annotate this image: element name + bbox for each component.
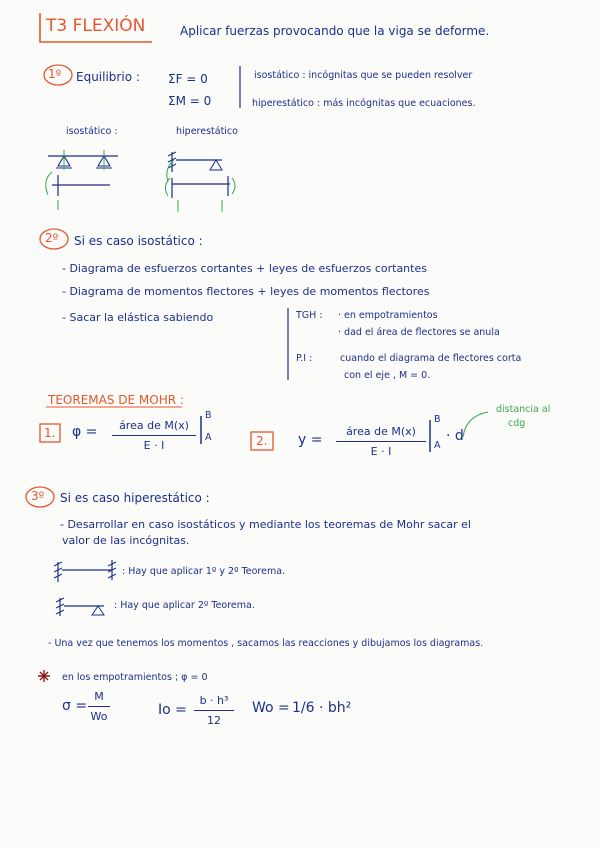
theorem1-lhs: φ = xyxy=(72,424,98,440)
theorem1-denominator: E · I xyxy=(143,439,165,452)
intro-text: Aplicar fuerzas provocando que la viga se deforme. xyxy=(180,24,490,38)
theorem2-fraction-bar xyxy=(336,441,426,442)
tgh-line2: · dad el área de flectores se anula xyxy=(338,327,500,338)
case2-text: : Hay que aplicar 2º Teorema. xyxy=(114,600,255,611)
hyperstatic-definition: hiperestático : más incógnitas que ecuaciones. xyxy=(252,98,476,109)
stress-numerator: M xyxy=(94,690,104,703)
shear-diagram-item: - Diagrama de esfuerzos cortantes + leyes de esfuerzos cortantes xyxy=(62,262,427,275)
stress-fraction xyxy=(88,690,110,723)
section3-line1: - Desarrollar en caso isostáticos y mediante los teoremas de Mohr sacar el xyxy=(60,518,471,531)
stress-fraction-bar xyxy=(88,706,110,707)
star-bullet xyxy=(38,670,50,682)
section3-line2: valor de las incógnitas. xyxy=(62,534,190,547)
modulus-rhs: 1/6 · bh² xyxy=(292,700,352,716)
inertia-fraction xyxy=(194,694,234,727)
tgh-key: TGH : xyxy=(296,310,323,321)
section2-label: Si es caso isostático : xyxy=(74,234,203,248)
theorem2-fraction xyxy=(336,425,426,458)
case1-text: : Hay que aplicar 1º y 2º Teorema. xyxy=(122,566,286,577)
theorem2-upper-bound: B xyxy=(434,414,441,425)
inertia-fraction-bar xyxy=(194,710,234,711)
moment-diagram-item: - Diagrama de momentos flectores + leyes de momentos flectores xyxy=(62,285,430,298)
theorem2-lhs: y = xyxy=(298,432,323,448)
isostatic-beam-diagram xyxy=(46,150,118,210)
green-note-connector xyxy=(463,412,488,437)
theorem2-numerator: área de M(x) xyxy=(346,425,416,438)
pi-key: P.I : xyxy=(296,353,313,364)
inertia-lhs: Io = xyxy=(158,702,187,718)
theorem1-lower-bound: A xyxy=(205,432,212,443)
page-title: T3 FLEXIÓN xyxy=(46,16,146,36)
section1-label: Equilibrio : xyxy=(76,70,140,84)
theorem2-number: 2. xyxy=(256,434,268,448)
section2-number: 2º xyxy=(45,231,59,245)
theorem2-lower-bound: A xyxy=(434,440,441,451)
elastic-item: - Sacar la elástica sabiendo xyxy=(62,311,214,324)
embedding-note: en los empotramientos ; φ = 0 xyxy=(62,672,208,683)
theorem1-numerator: área de M(x) xyxy=(119,419,189,432)
mohr-heading: TEOREMAS DE MOHR : xyxy=(48,393,184,407)
stress-lhs: σ = xyxy=(62,698,88,714)
section3-label: Si es caso hiperestático : xyxy=(60,491,210,505)
pi-line2: con el eje , M = 0. xyxy=(344,370,431,381)
sum-moments-eq: ΣM = 0 xyxy=(168,94,212,108)
case2-beam-diagram xyxy=(56,598,104,616)
theorem1-upper-bound: B xyxy=(205,410,212,421)
inertia-denominator: 12 xyxy=(207,714,221,727)
isostatic-caption: isostático : xyxy=(66,126,118,137)
theorem1-number: 1. xyxy=(44,426,56,440)
closing-note: - Una vez que tenemos los momentos , sacamos las reacciones y dibujamos los diagramas. xyxy=(48,638,484,649)
hyperstatic-caption: hiperestático xyxy=(176,126,238,137)
distance-note-line1: distancia al xyxy=(496,404,551,415)
section1-number: 1º xyxy=(48,67,62,81)
inertia-numerator: b · h³ xyxy=(199,694,229,707)
modulus-lhs: Wo = xyxy=(252,700,290,716)
theorem1-fraction-bar xyxy=(112,435,196,436)
sum-forces-eq: ΣF = 0 xyxy=(168,72,208,86)
theorem1-fraction xyxy=(112,419,196,452)
stress-denominator: Wo xyxy=(90,710,108,723)
isostatic-definition: isostático : incógnitas que se pueden resolver xyxy=(254,70,473,81)
tgh-line1: · en empotramientos xyxy=(338,310,438,321)
distance-note-line2: cdg xyxy=(508,418,526,429)
theorem2-distance-term: · d xyxy=(446,428,464,444)
case1-beam-diagram xyxy=(54,560,116,582)
hyperstatic-beam-diagram xyxy=(165,152,235,212)
pi-line1: cuando el diagrama de flectores corta xyxy=(340,353,522,364)
section3-number: 3º xyxy=(31,489,45,503)
theorem2-denominator: E · I xyxy=(370,445,392,458)
